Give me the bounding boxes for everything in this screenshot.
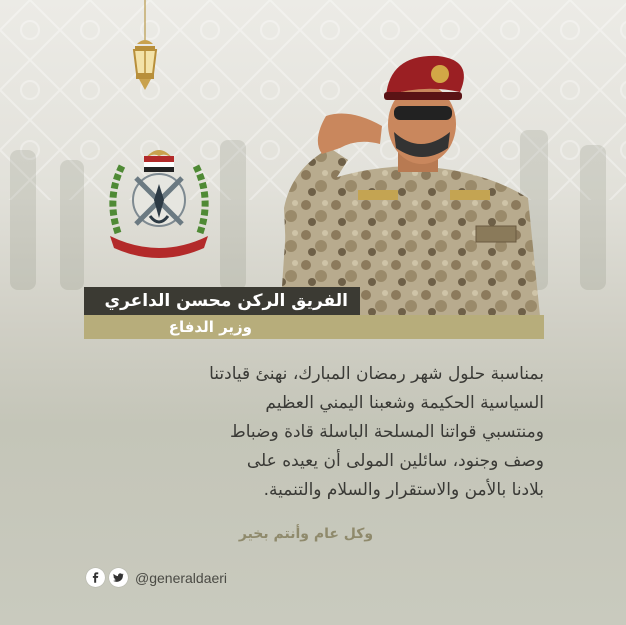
ramadan-lantern-icon — [125, 0, 165, 100]
facebook-icon[interactable] — [86, 568, 105, 587]
greeting-message — [84, 360, 544, 505]
position-bar — [84, 315, 544, 339]
social-handle[interactable]: @generaldaeri — [135, 569, 228, 586]
minister-position: وزير الدفاع — [168, 318, 252, 336]
minister-name: الفريق الركن محسن الداعري — [104, 291, 348, 311]
closing-greeting: وكل عام وأنتم بخير — [238, 526, 374, 542]
message-line: بمناسبة حلول شهر رمضان المبارك، نهنئ قيادتنا — [209, 364, 544, 384]
twitter-icon[interactable] — [109, 568, 128, 587]
message-line: وصف وجنود، سائلين المولى أن يعيده على — [246, 451, 544, 471]
message-line: السياسية الحكيمة وشعبنا اليمني العظيم — [265, 393, 544, 413]
social-bar — [86, 568, 227, 587]
ministry-emblem-icon — [104, 138, 214, 258]
message-line: ومنتسبي قواتنا المسلحة الباسلة قادة وضباط — [229, 422, 544, 442]
name-bar — [84, 287, 360, 315]
minister-portrait — [270, 48, 550, 316]
message-line: بلادنا بالأمن والاستقرار والسلام والتنمية. — [263, 480, 544, 500]
